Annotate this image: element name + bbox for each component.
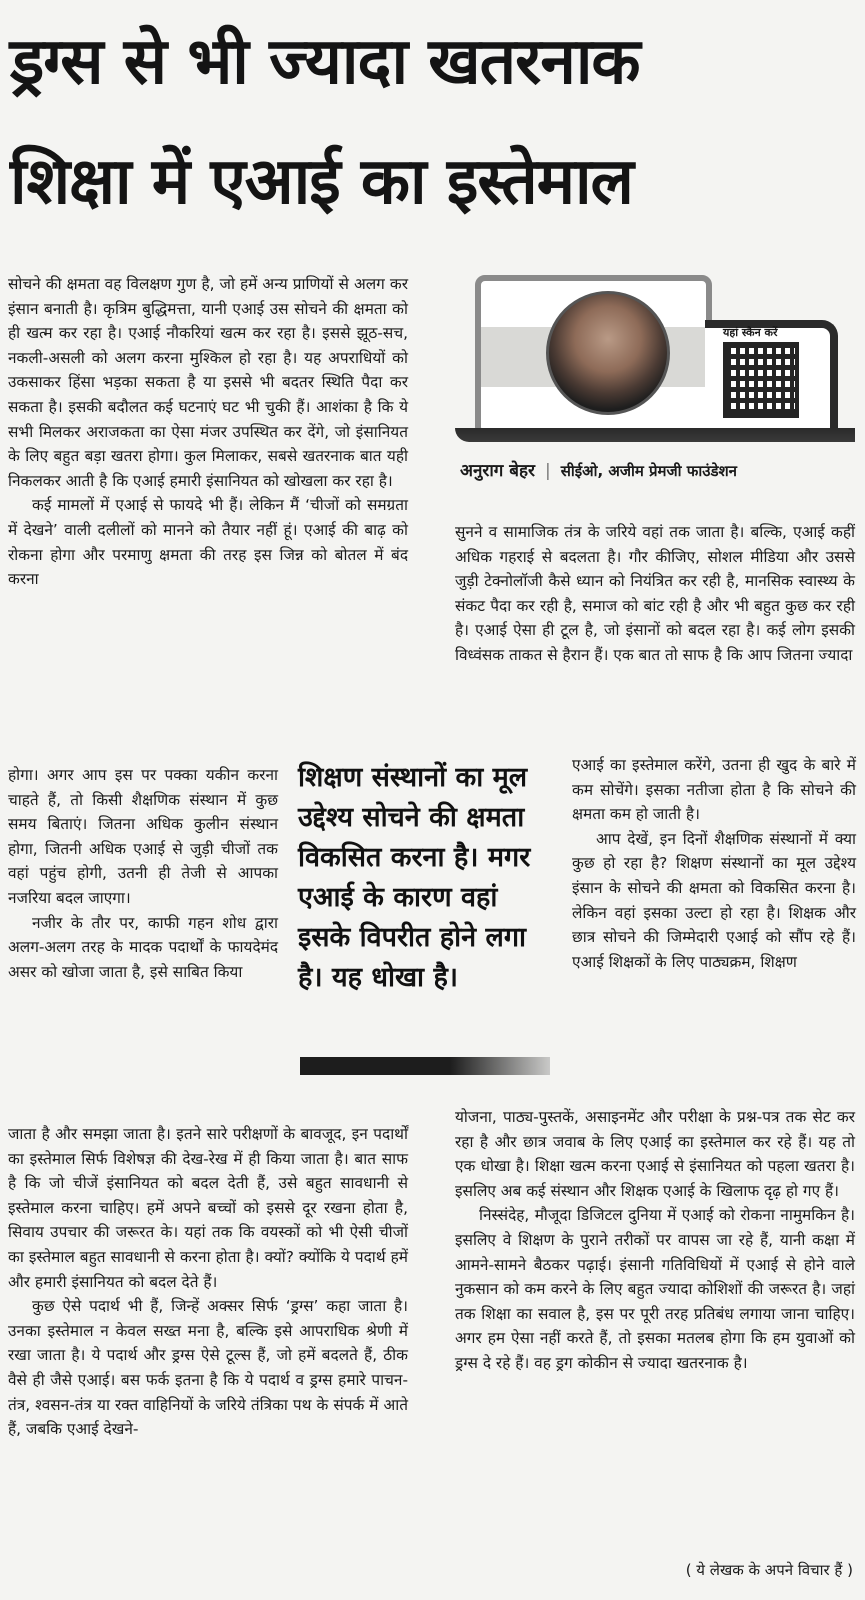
- body-paragraph: कुछ ऐसे पदार्थ भी हैं, जिन्हें अक्सर सिर्फ ‘ड्रग्स’ कहा जाता है। उनका इस्तेमाल न केवल सख्त मना है, बल्कि इसे आपराधिक श्रेणी में रखा जाता है। ये पदार्थ और ड्रग्स ऐसे टूल्स हैं, जो हमें बदलते हैं, ठीक वैसे ही जैसे एआई। बस फर्क इतना है कि ये पदार्थ व ड्रग्स हमारे पाचन-तंत्र, श्वसन-तंत्र या रक्त वाहिनियों के जरिये तंत्रिका पथ के संपर्क में आते हैं, जबकि एआई देखने-: [8, 1297, 408, 1439]
- qr-code-icon[interactable]: [723, 342, 799, 418]
- body-column-left-top: [8, 272, 408, 592]
- body-paragraph: होगा। अगर आप इस पर पक्का यकीन करना चाहते हैं, तो किसी शैक्षणिक संस्थान में कुछ समय बिताएं। जितना अधिक कुलीन संस्थान होगा, जितनी अधिक एआई से जुड़ी चीजों तक वहां पहुंच होगी, उतनी ही तेजी से आपका नजरिया बदल जाएगा।: [8, 766, 278, 907]
- pull-quote: शिक्षण संस्थानों का मूल उद्देश्य सोचने की क्षमता विकसित करना है। मगर एआई के कारण वहां इसके विपरीत होने लगा है। यह धोखा है।: [298, 762, 531, 993]
- byline: अनुराग बेहर | सीईओ, अजीम प्रेमजी फाउंडेशन: [460, 461, 737, 481]
- body-paragraph: आप देखें, इन दिनों शैक्षणिक संस्थानों में क्या कुछ हो रहा है? शिक्षण संस्थानों का मूल उद्देश्य इंसान के सोचने की क्षमता को विकसित करना है। लेकिन वहां इसका उल्टा हो रहा है। शिक्षक और छात्र सोचने की जिम्मेदारी एआई को सौंप रहे हैं। एआई शिक्षकों के लिए पाठ्यक्रम, शिक्षण: [572, 829, 856, 971]
- body-paragraph: सुनने व सामाजिक तंत्र के जरिये वहां तक जाता है। बल्कि, एआई कहीं अधिक गहराई से बदलता है। गौर कीजिए, सोशल मीडिया और उससे जुड़ी टेक्नोलॉजी कैसे ध्यान को नियंत्रित कर रही है, मानसिक स्वास्थ्य के संकट पैदा कर रही है, समाज को बांट रही है और भी बहुत कुछ कर रही है। एआई ऐसा ही टूल है, जो इंसानों को बदल रहा है। कई लोग इसकी विध्वंसक ताकत से हैरान हैं। एक बात तो साफ है कि आप जितना ज्यादा: [455, 523, 855, 664]
- headline-line-1: ड्रग्स से भी ज्यादा खतरनाक: [10, 25, 640, 99]
- author-photo: [546, 291, 670, 415]
- photo-frame: [475, 275, 712, 437]
- body-column-left-narrow: [8, 763, 278, 984]
- body-column-left-bottom: [8, 1122, 408, 1442]
- author-role: सीईओ, अजीम प्रेमजी फाउंडेशन: [560, 462, 737, 480]
- body-paragraph: जाता है और समझा जाता है। इतने सारे परीक्षणों के बावजूद, इन पदार्थों का इस्तेमाल सिर्फ विशेषज्ञ की देख-रेख में ही किया जाता है। बात साफ है कि जो चीजें इंसानियत को बदल देती हैं, उसे बहुत सावधानी से इस्तेमाल करना चाहिए। हमें अपने बच्चों को इससे दूर रखना होता है, सिवाय उपचार की जरूरत के। यहां तक कि वयस्कों को भी ऐसी चीजों का इस्तेमाल बहुत सावधानी से करना होता है। क्यों? क्योंकि ये पदार्थ हमें और हमारी इंसानियत को बदल देते हैं।: [8, 1125, 408, 1291]
- signoff-note: ( ये लेखक के अपने विचार हैं ): [685, 1561, 853, 1579]
- author-box: [455, 270, 855, 445]
- pull-quote-bar: [300, 1057, 550, 1075]
- body-paragraph: सोचने की क्षमता वह विलक्षण गुण है, जो हमें अन्य प्राणियों से अलग कर इंसान बनाती है। कृत्रिम बुद्धिमत्ता, यानी एआई उस सोचने की क्षमता को ही खत्म कर रहा है। एआई नौकरियां खत्म कर रहा है। इससे झूठ-सच, नकली-असली को अलग करना मुश्किल हो रहा है। यह अपराधियों को उकसाकर हिंसा भड़का सकता है या इससे भी बदतर स्थिति पैदा कर सकता है। इसकी बदौलत कई घटनाएं घट भी चुकी हैं। आशंका है कि ये सभी मिलकर अराजकता का ऐसा मंजर उपस्थित कर देंगे, जो इंसानियत के लिए बहुत बड़ा खतरा होगा। कुल मिलाकर, सबसे खतरनाक बात यही निकलकर आती है कि एआई हमारी इंसानियत को खोखला कर रहा है।: [8, 275, 408, 490]
- body-paragraph: नजीर के तौर पर, काफी गहन शोध द्वारा अलग-अलग तरह के मादक पदार्थों के फायदेमंद असर को खोजा जाता है, इसे साबित किया: [8, 913, 278, 981]
- body-column-right-top: [455, 520, 855, 668]
- body-paragraph: एआई का इस्तेमाल करेंगे, उतना ही खुद के बारे में कम सोचेंगे। इसका नतीजा होता है कि सोचने की क्षमता कम हो जाती है।: [572, 756, 856, 824]
- qr-caption: यहां स्कैन करें: [723, 326, 778, 339]
- headline-line-2: शिक्षा में एआई का इस्तेमाल: [10, 145, 633, 219]
- author-name: अनुराग बेहर: [460, 461, 535, 481]
- body-paragraph: कई मामलों में एआई से फायदे भी हैं। लेकिन मैं ‘चीजों को समग्रता में देखने’ वाली दलीलों को मानने को तैयार नहीं हूं। एआई की बाढ़ को रोकना होगा और परमाणु क्षमता की तरह इस जिन्न को बोतल में बंद करना: [8, 496, 408, 589]
- body-paragraph: योजना, पाठ्य-पुस्तकें, असाइनमेंट और परीक्षा के प्रश्न-पत्र तक सेट कर रहा है और छात्र जवाब के लिए एआई का इस्तेमाल कर रहे हैं। यह तो एक धोखा है। शिक्षा खत्म करना एआई से इंसानियत को पहला खतरा है। इसलिए अब कई संस्थान और शिक्षक एआई के खिलाफ दृढ़ हो गए हैं।: [455, 1108, 855, 1200]
- body-column-right-narrow: [572, 753, 856, 974]
- body-column-right-bottom: [455, 1105, 855, 1376]
- divider: [455, 428, 855, 442]
- body-paragraph: निस्संदेह, मौजूदा डिजिटल दुनिया में एआई को रोकना नामुमकिन है। इसलिए वे शिक्षण के पुराने तरीकों पर वापस जा रहे हैं, यानी कक्षा में आमने-सामने बैठकर पढ़ाई। इंसानी गतिविधियों में एआई से होने वाले नुकसान को कम करने के लिए बहुत ज्यादा कोशिशों की जरूरत है। जहां तक शिक्षा का सवाल है, इस पर पूरी तरह प्रतिबंध लगाया जाना चाहिए। अगर हम ऐसा नहीं करते हैं, तो इसका मतलब होगा कि हम युवाओं को ड्रग्स दे रहे हैं। वह ड्रग कोकीन से ज्यादा खतरनाक है।: [455, 1206, 855, 1372]
